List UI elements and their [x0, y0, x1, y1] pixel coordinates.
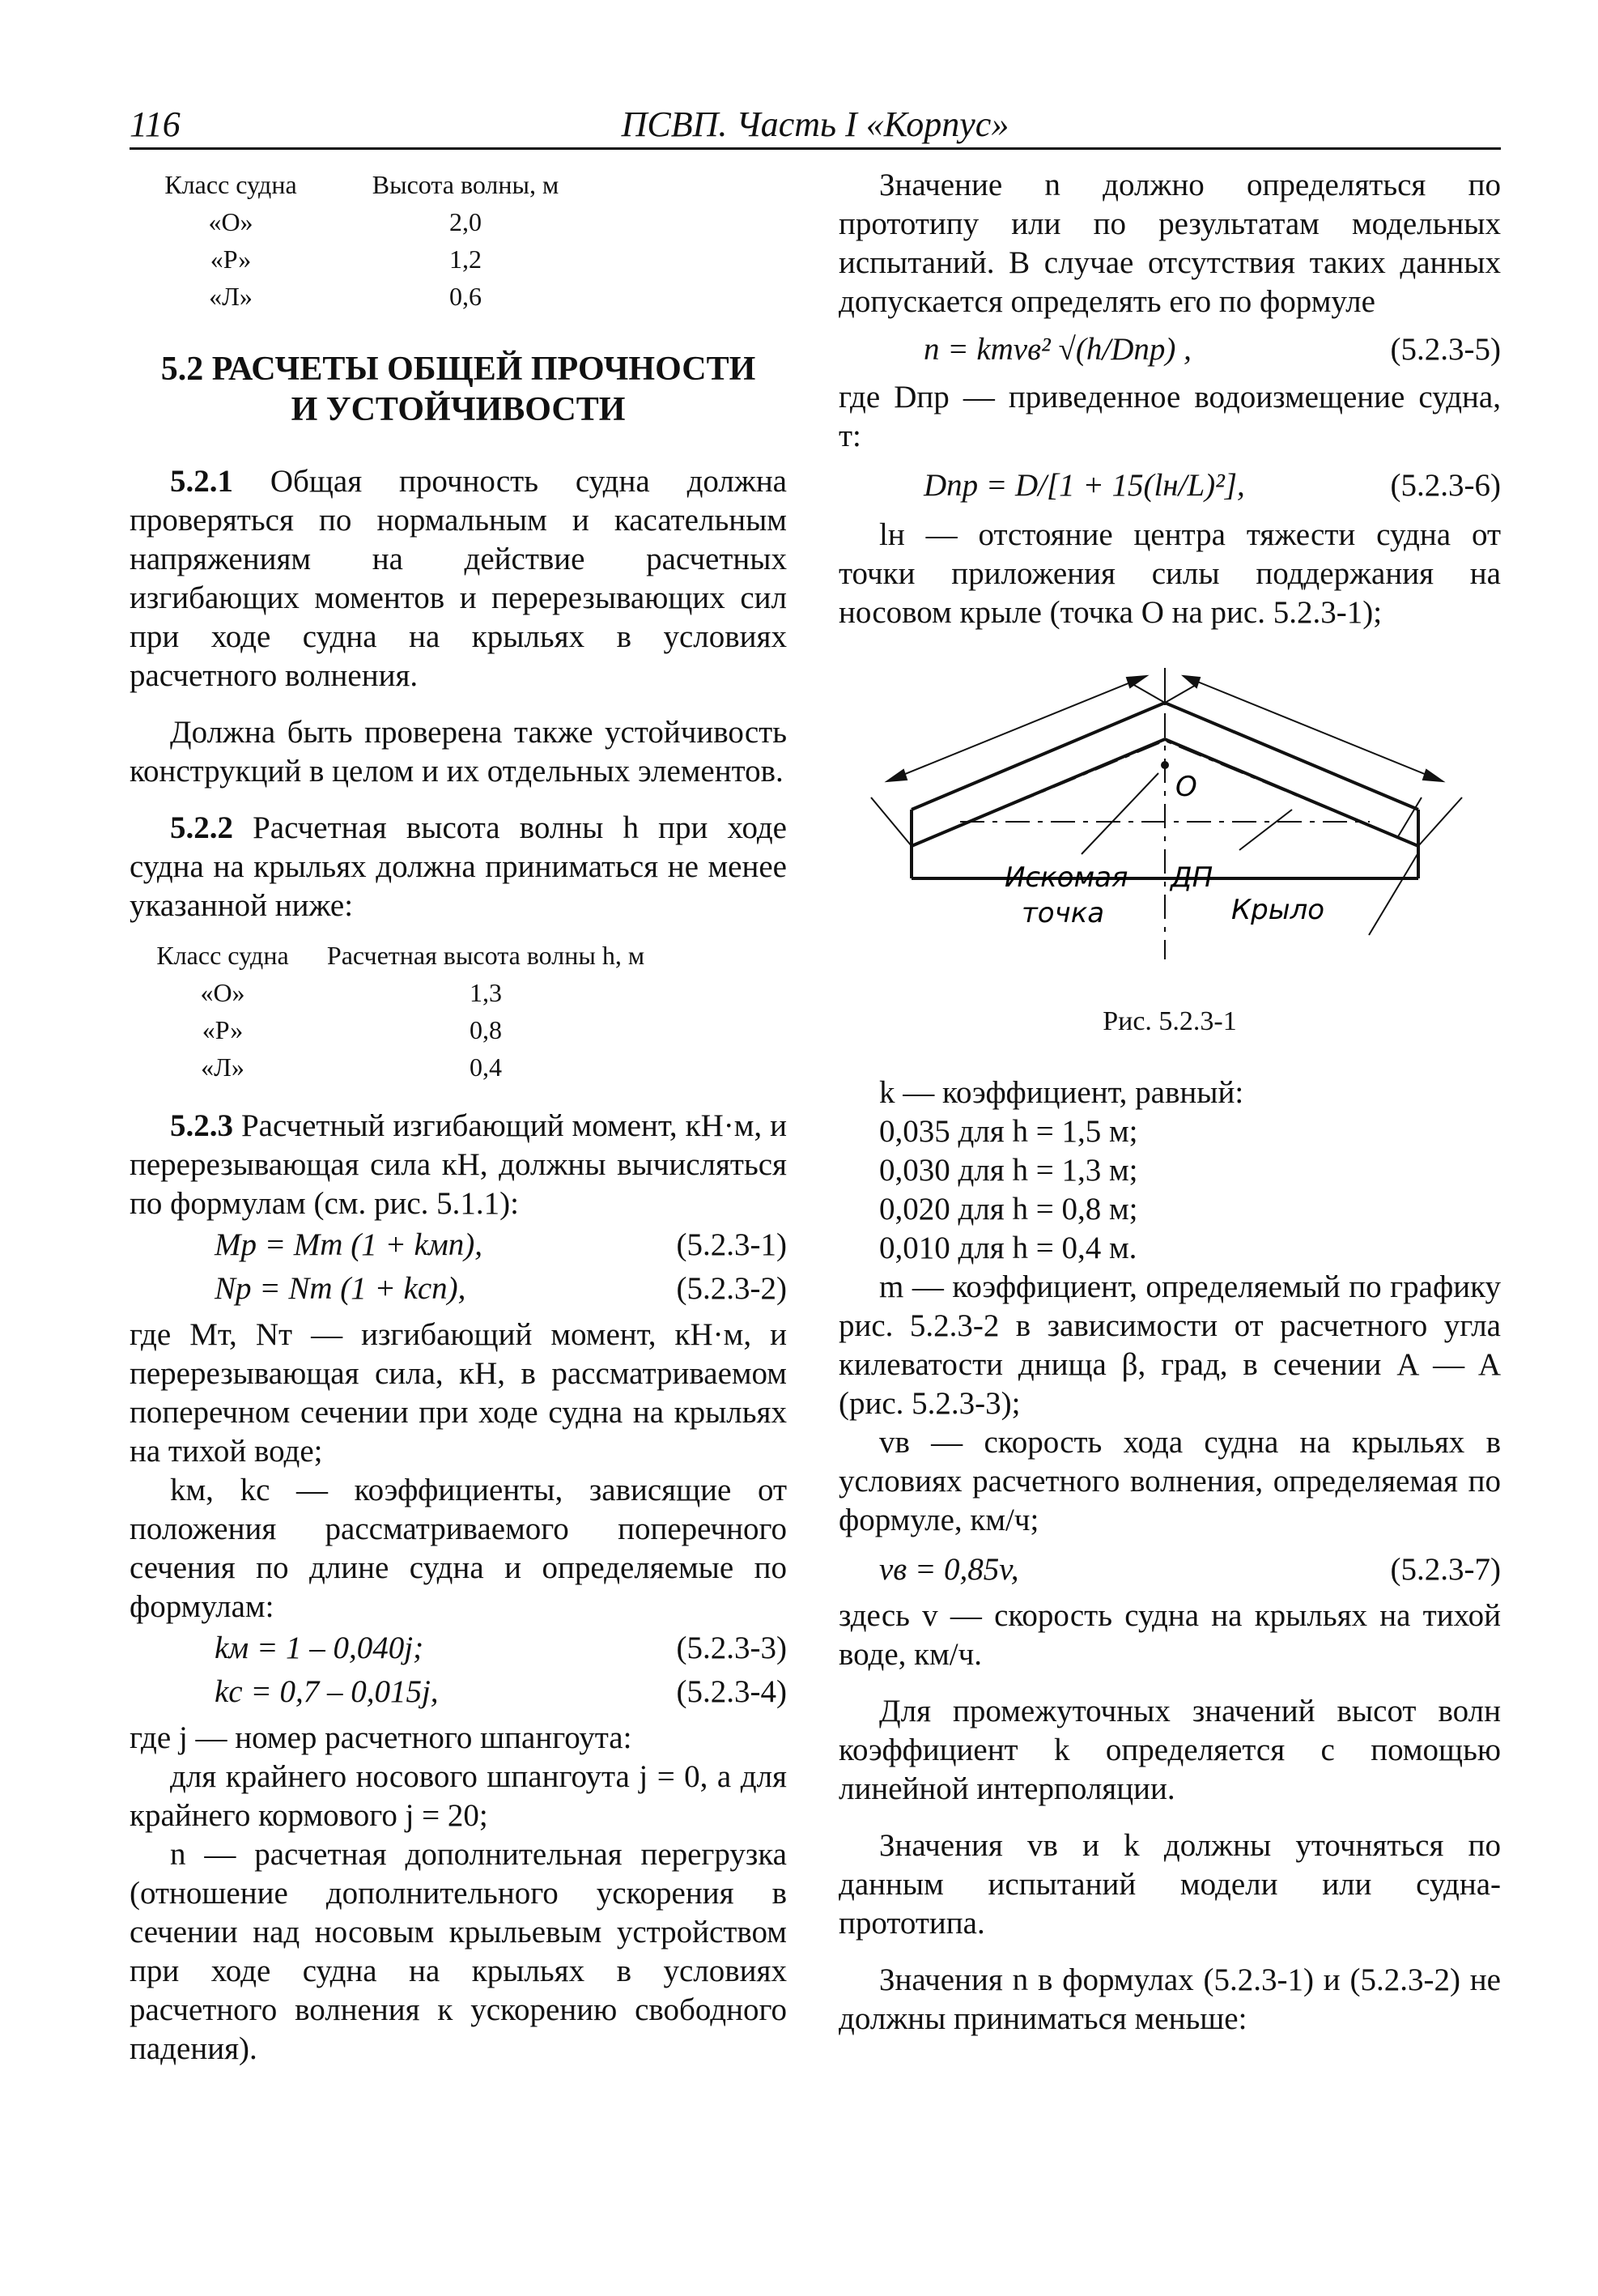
definition-m: m — коэффициент, определяемый по графику рис. 5.2.3-2 в зависимости от расчетного угла килеватости днища β, град, в сечении A — A (рис. 5.2.3-3);: [839, 1269, 1501, 1421]
table-cell: «Р»: [210, 244, 252, 274]
formula-5-2-3-6: Dпр = D/[1 + 15(lн/L)²], (5.2.3-6): [924, 468, 1501, 503]
formula-5-2-3-7: vв = 0,85v, (5.2.3-7): [879, 1552, 1501, 1587]
table-row: [130, 278, 787, 315]
definition-mt-nt: где Mт, Nт — изгибающий момент, кН·м, и перерезывающая сила, кН, в рассматриваемом поперечном сечении при ходе судна на крыльях на тихой воде;: [130, 1317, 787, 1469]
table-row: [130, 203, 787, 240]
running-title: ПСВП. Часть I «Корпус»: [621, 104, 1009, 144]
paragraph-refine: Значения vв и k должны уточняться по данным испытаний модели или судна-прототипа.: [839, 1828, 1501, 1941]
label-wing: Крыло: [1231, 894, 1325, 926]
page-number: 116: [130, 104, 181, 144]
formula-5-2-3-2: Nр = Nт (1 + kсn), (5.2.3-2): [215, 1271, 787, 1306]
table-cell: 2,0: [449, 207, 482, 236]
table-cell: «О»: [208, 207, 253, 236]
paragraph-5-2-2: 5.2.2 Расчетная высота волны h при ходе судна на крыльях должна приниматься не менее указанной ниже:: [130, 810, 787, 923]
formula-5-2-3-4: kс = 0,7 – 0,015j, (5.2.3-4): [215, 1674, 787, 1709]
definition-v: vв — скорость хода судна на крыльях в условиях расчетного волнения, определяемая по формуле, км/ч;: [839, 1425, 1501, 1537]
table-row: [130, 974, 787, 1011]
paragraph-5-2-1: 5.2.1 Общая прочность судна должна проверяться по нормальным и касательным напряжениям на действие расчетных изгибающих моментов и перерезывающих сил при ходе судна на крыльях в условиях расчетного волнения.: [130, 464, 787, 693]
definition-j-values: для крайнего носового шпангоута j = 0, а для крайнего кормового j = 20;: [130, 1759, 787, 1833]
table-cell: «Л»: [209, 282, 253, 311]
label-o: О: [1175, 771, 1197, 803]
k-value: 0,030 для h = 1,3 м;: [879, 1153, 1138, 1188]
table-cell: «Р»: [202, 1015, 244, 1044]
table-row: [130, 1048, 787, 1086]
formula-5-2-3-3: kм = 1 – 0,040j; (5.2.3-3): [215, 1631, 787, 1665]
table-header-row: [130, 166, 787, 203]
definition-v-still: здесь v — скорость судна на крыльях на тихой воде, км/ч.: [839, 1598, 1501, 1672]
label-sought-point-2: точка: [1022, 897, 1105, 929]
label-dp: ДП: [1171, 861, 1213, 894]
wave-height-table-1: [130, 166, 787, 315]
page-header: [130, 99, 1501, 150]
table-cell: «Л»: [201, 1052, 244, 1082]
table-cell: 0,6: [449, 282, 482, 311]
definition-k-coef: k — коэффициент, равный:: [879, 1075, 1244, 1110]
table-col-header: Класс судна: [164, 170, 297, 199]
figure-5-2-3-1: [839, 652, 1501, 1040]
definition-j: где j — номер расчетного шпангоута:: [130, 1720, 632, 1755]
table-row: [130, 1011, 787, 1048]
table-row: [130, 240, 787, 278]
table-col-header: Высота волны, м: [372, 170, 559, 199]
label-sought-point-1: Искомая: [1005, 861, 1128, 894]
definition-k: kм, kс — коэффициенты, зависящие от положения рассматриваемого поперечного сечения по длине судна и определяемые по формулам:: [130, 1473, 787, 1624]
paragraph-n-value: Значение n должно определяться по прототипу или по результатам модельных испытаний. В случае отсутствия таких данных допускается определять его по формуле: [839, 168, 1501, 319]
definition-d: где Dпр — приведенное водоизмещение судна, т:: [839, 380, 1501, 453]
table-header-row: [130, 937, 787, 974]
k-value: 0,010 для h = 0,4 м.: [879, 1231, 1137, 1265]
table-col-header: Класс судна: [156, 941, 289, 970]
table-col-header: Расчетная высота волны h, м: [326, 941, 645, 970]
table-cell: 0,4: [470, 1052, 502, 1082]
table-cell: 1,2: [449, 244, 482, 274]
paragraph-5-2-3: 5.2.3 Расчетный изгибающий момент, кН·м, и перерезывающая сила кН, должны вычисляться по формулам (см. рис. 5.1.1):: [130, 1108, 787, 1221]
section-title: 5.2 РАСЧЕТЫ ОБЩЕЙ ПРОЧНОСТИ И УСТОЙЧИВОСТИ: [160, 351, 756, 428]
table-cell: 1,3: [470, 978, 502, 1007]
figure-caption: Рис. 5.2.3-1: [1103, 1006, 1237, 1036]
paragraph-interpolation: Для промежуточных значений высот волн коэффициент k определяется с помощью линейной интерполяции.: [839, 1694, 1501, 1806]
formula-5-2-3-1: Mр = Mт (1 + kмn), (5.2.3-1): [215, 1227, 787, 1262]
table-cell: 0,8: [470, 1015, 502, 1044]
wing-diagram: [839, 652, 1501, 992]
k-value: 0,035 для h = 1,5 м;: [879, 1114, 1138, 1149]
formula-5-2-3-5: n = kmvв² √(h/Dпр) , (5.2.3-5): [924, 332, 1501, 367]
paragraph-stability: Должна быть проверена также устойчивость конструкций в целом и их отдельных элементов.: [130, 715, 787, 789]
definition-l: lн — отстояние центра тяжести судна от точки приложения силы поддержания на носовом крыле (точка О на рис. 5.2.3-1);: [839, 517, 1501, 630]
left-column: [130, 166, 787, 2069]
definition-n: n — расчетная дополнительная перегрузка (отношение дополнительного ускорения в сечении над носовым крыльевым устройством при ходе судна на крыльях в условиях расчетного волнения к ускорению свободного падения).: [130, 1837, 787, 2066]
paragraph-minimum: Значения n в формулах (5.2.3-1) и (5.2.3-2) не должны приниматься меньше:: [839, 1962, 1501, 2036]
table-cell: «О»: [200, 978, 245, 1007]
wave-height-table-2: [130, 937, 787, 1086]
k-value: 0,020 для h = 0,8 м;: [879, 1192, 1138, 1227]
right-column: [839, 166, 1501, 2039]
